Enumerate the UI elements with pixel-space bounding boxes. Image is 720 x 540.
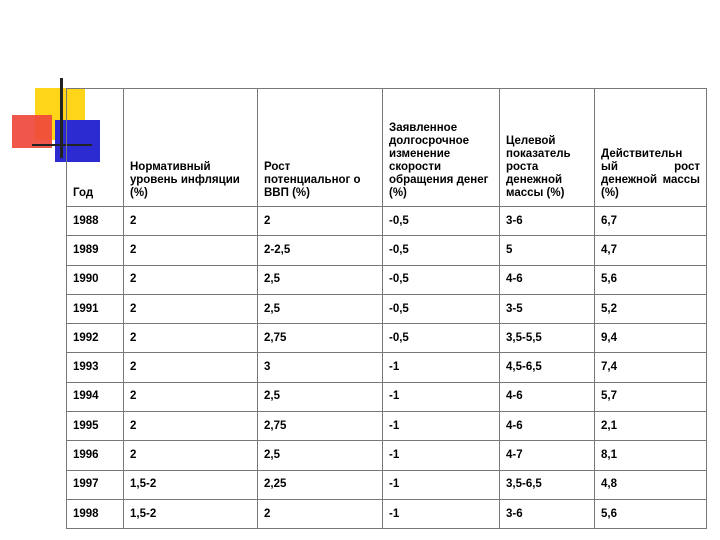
cell-money-target: 3,5-5,5 xyxy=(500,324,595,353)
cell-potential-gdp-growth: 2,5 xyxy=(258,382,383,411)
cell-inflation-norm: 1,5-2 xyxy=(124,499,258,528)
cell-actual-money-growth: 4,7 xyxy=(595,236,707,265)
cell-year: 1993 xyxy=(67,353,124,382)
cell-actual-money-growth: 8,1 xyxy=(595,441,707,470)
cell-potential-gdp-growth: 2,75 xyxy=(258,324,383,353)
table-row xyxy=(67,265,707,294)
cell-actual-money-growth: 5,2 xyxy=(595,294,707,323)
cell-inflation-norm: 1,5-2 xyxy=(124,470,258,499)
cell-potential-gdp-growth: 2,5 xyxy=(258,265,383,294)
cell-potential-gdp-growth: 2,75 xyxy=(258,412,383,441)
cell-money-target: 4-6 xyxy=(500,412,595,441)
cell-money-target: 3-5 xyxy=(500,294,595,323)
table-row xyxy=(67,236,707,265)
header-money-target: Целевой показатель роста денежной массы (%) xyxy=(500,89,595,207)
cell-inflation-norm: 2 xyxy=(124,382,258,411)
cell-actual-money-growth: 5,6 xyxy=(595,265,707,294)
cell-money-target: 3,5-6,5 xyxy=(500,470,595,499)
cell-inflation-norm: 2 xyxy=(124,441,258,470)
cell-year: 1995 xyxy=(67,412,124,441)
table-row xyxy=(67,499,707,528)
table-row xyxy=(67,412,707,441)
cell-actual-money-growth: 9,4 xyxy=(595,324,707,353)
cell-potential-gdp-growth: 3 xyxy=(258,353,383,382)
cell-potential-gdp-growth: 2,5 xyxy=(258,441,383,470)
cell-money-target: 3-6 xyxy=(500,207,595,236)
cell-potential-gdp-growth: 2,5 xyxy=(258,294,383,323)
cell-year: 1991 xyxy=(67,294,124,323)
cell-potential-gdp-growth: 2 xyxy=(258,499,383,528)
cell-year: 1988 xyxy=(67,207,124,236)
cell-year: 1998 xyxy=(67,499,124,528)
cell-year: 1994 xyxy=(67,382,124,411)
cell-velocity-change: -0,5 xyxy=(383,207,500,236)
cell-inflation-norm: 2 xyxy=(124,353,258,382)
cell-actual-money-growth: 5,7 xyxy=(595,382,707,411)
table-header-row xyxy=(67,89,707,207)
cell-inflation-norm: 2 xyxy=(124,236,258,265)
monetary-targets-table xyxy=(66,88,707,529)
decor-vertical-line xyxy=(60,78,63,158)
header-year: Год xyxy=(67,89,124,207)
cell-inflation-norm: 2 xyxy=(124,207,258,236)
cell-year: 1990 xyxy=(67,265,124,294)
cell-potential-gdp-growth: 2-2,5 xyxy=(258,236,383,265)
cell-velocity-change: -1 xyxy=(383,470,500,499)
cell-year: 1992 xyxy=(67,324,124,353)
cell-year: 1989 xyxy=(67,236,124,265)
cell-year: 1996 xyxy=(67,441,124,470)
cell-velocity-change: -1 xyxy=(383,382,500,411)
table-row xyxy=(67,324,707,353)
cell-money-target: 4-7 xyxy=(500,441,595,470)
cell-velocity-change: -1 xyxy=(383,441,500,470)
cell-velocity-change: -1 xyxy=(383,412,500,441)
table-row xyxy=(67,470,707,499)
cell-actual-money-growth: 5,6 xyxy=(595,499,707,528)
cell-velocity-change: -0,5 xyxy=(383,236,500,265)
cell-money-target: 4,5-6,5 xyxy=(500,353,595,382)
cell-actual-money-growth: 7,4 xyxy=(595,353,707,382)
cell-money-target: 4-6 xyxy=(500,382,595,411)
cell-velocity-change: -0,5 xyxy=(383,265,500,294)
cell-potential-gdp-growth: 2 xyxy=(258,207,383,236)
cell-velocity-change: -1 xyxy=(383,353,500,382)
header-velocity-change: Заявленное долгосрочное изменение скорости обращения денег (%) xyxy=(383,89,500,207)
cell-money-target: 3-6 xyxy=(500,499,595,528)
cell-inflation-norm: 2 xyxy=(124,412,258,441)
cell-money-target: 4-6 xyxy=(500,265,595,294)
header-actual-money-growth: Действительн ый рост денежной массы (%) xyxy=(595,89,707,207)
header-potential-gdp-growth: Рост потенциальног о ВВП (%) xyxy=(258,89,383,207)
cell-actual-money-growth: 4,8 xyxy=(595,470,707,499)
cell-actual-money-growth: 6,7 xyxy=(595,207,707,236)
cell-year: 1997 xyxy=(67,470,124,499)
cell-velocity-change: -0,5 xyxy=(383,324,500,353)
cell-velocity-change: -0,5 xyxy=(383,294,500,323)
table-row xyxy=(67,207,707,236)
table-row xyxy=(67,441,707,470)
cell-inflation-norm: 2 xyxy=(124,265,258,294)
cell-money-target: 5 xyxy=(500,236,595,265)
table-row xyxy=(67,382,707,411)
table-row xyxy=(67,353,707,382)
cell-inflation-norm: 2 xyxy=(124,324,258,353)
cell-actual-money-growth: 2,1 xyxy=(595,412,707,441)
header-inflation-norm: Нормативный уровень инфляции (%) xyxy=(124,89,258,207)
cell-potential-gdp-growth: 2,25 xyxy=(258,470,383,499)
cell-inflation-norm: 2 xyxy=(124,294,258,323)
table-row xyxy=(67,294,707,323)
cell-velocity-change: -1 xyxy=(383,499,500,528)
